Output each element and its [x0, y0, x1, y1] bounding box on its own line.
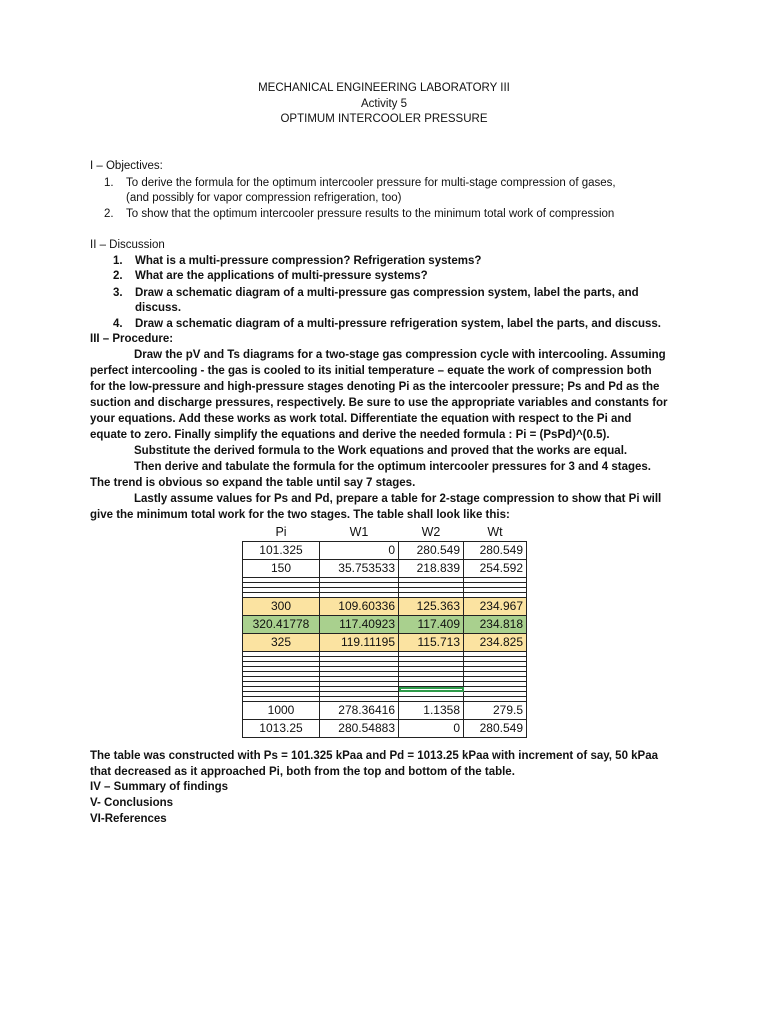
objective-number: 2. — [104, 208, 114, 220]
procedure-line: Draw the pV and Ts diagrams for a two-stage gas compression cycle with intercooling. Assuming — [134, 349, 666, 361]
procedure-line: Lastly assume values for Ps and Pd, prepare a table for 2-stage compression to show that Pi will — [134, 493, 662, 505]
procedure-line: equate to zero. Finally simplify the equations and derive the needed formula : Pi = (PsPd)^(0.5). — [90, 429, 610, 441]
table-cell-wt[interactable]: 234.967 — [464, 598, 527, 616]
section-summary: IV – Summary of findings — [90, 781, 229, 793]
table-cell-w2[interactable]: 117.409 — [399, 616, 464, 634]
table-cell-w1[interactable]: 109.60336 — [320, 598, 399, 616]
table-header-row — [243, 524, 527, 542]
objectives-heading: I – Objectives: — [90, 160, 163, 172]
discussion-number: 3. — [113, 287, 123, 299]
table-cell-w2[interactable]: 125.363 — [399, 598, 464, 616]
table-cell-w1[interactable]: 119.11195 — [320, 634, 399, 652]
procedure-line: your equations. Add these works as work total. Differentiate the equation with respect to the Pi and — [90, 413, 632, 425]
table-cell-w2[interactable]: 1.1358 — [399, 702, 464, 720]
table-cell-wt[interactable]: 234.825 — [464, 634, 527, 652]
table-row — [243, 720, 527, 738]
table-note: The table was constructed with Ps = 101.325 kPaa and Pd = 1013.25 kPaa with increment of say, 50 kPaa — [90, 750, 659, 762]
table-cell-pi[interactable]: 320.41778 — [243, 616, 320, 634]
table-row — [243, 560, 527, 578]
discussion-number: 2. — [113, 270, 123, 282]
discussion-question: Draw a schematic diagram of a multi-pressure gas compression system, label the parts, and — [135, 287, 639, 299]
procedure-line: Substitute the derived formula to the Work equations and proved that the works are equal. — [134, 445, 628, 457]
table-cell-w2[interactable]: 218.839 — [399, 560, 464, 578]
table-cell-wt[interactable]: 279.5 — [464, 702, 527, 720]
table-cell-w1[interactable]: 0 — [320, 542, 399, 560]
procedure-paragraph — [90, 347, 680, 523]
procedure-line: perfect intercooling - the gas is cooled to its initial temperature – equate the work of compression both — [90, 365, 652, 377]
discussion-question: Draw a schematic diagram of a multi-pressure refrigeration system, label the parts, and discuss. — [135, 318, 661, 330]
column-header-w2: W2 — [421, 525, 441, 539]
discussion-question: What is a multi-pressure compression? Refrigeration systems? — [135, 255, 482, 267]
discussion-question: What are the applications of multi-pressure systems? — [135, 270, 428, 282]
objective-number: 1. — [104, 177, 114, 189]
objective-text: (and possibly for vapor compression refrigeration, too) — [126, 192, 402, 204]
table-row — [243, 634, 527, 652]
table-cell-pi[interactable]: 150 — [243, 560, 320, 578]
column-header-pi: Pi — [275, 525, 287, 539]
table-cell-pi[interactable]: 1000 — [243, 702, 320, 720]
discussion-question: discuss. — [135, 302, 182, 314]
table-cell-w2[interactable]: 115.713 — [399, 634, 464, 652]
activity-title: OPTIMUM INTERCOOLER PRESSURE — [280, 113, 488, 125]
objective-text: To show that the optimum intercooler pressure results to the minimum total work of compression — [126, 208, 615, 220]
table-cell-pi[interactable]: 325 — [243, 634, 320, 652]
activity-number: Activity 5 — [360, 98, 407, 110]
table-row — [243, 542, 527, 560]
section-conclusions: V- Conclusions — [90, 797, 174, 809]
procedure-line: give the minimum total work for the two stages. The table shall look like this: — [90, 509, 510, 521]
table-body — [243, 542, 527, 738]
table-cell-pi[interactable]: 1013.25 — [243, 720, 320, 738]
section-references: VI-References — [90, 813, 167, 825]
discussion-heading: II – Discussion — [90, 239, 165, 251]
column-header-w1: W1 — [349, 525, 369, 539]
table-cell-w1[interactable]: 117.40923 — [320, 616, 399, 634]
table-cell-w1[interactable]: 280.54883 — [320, 720, 399, 738]
table-note: that decreased as it approached Pi, both from the top and bottom of the table. — [90, 766, 515, 778]
table-cell-w2[interactable]: 0 — [399, 720, 464, 738]
procedure-line: suction and discharge pressures, respectively. Be sure to use the appropriate variables and constants for — [90, 397, 668, 409]
table-row — [243, 598, 527, 616]
discussion-number: 4. — [113, 318, 123, 330]
table-row — [243, 616, 527, 634]
table-cell-pi[interactable]: 300 — [243, 598, 320, 616]
work-table — [242, 524, 527, 738]
discussion-number: 1. — [113, 255, 123, 267]
table-cell-wt[interactable]: 234.818 — [464, 616, 527, 634]
table-cell-w1[interactable]: 35.753533 — [320, 560, 399, 578]
procedure-line: The trend is obvious so expand the table until say 7 stages. — [90, 477, 416, 489]
procedure-line: Then derive and tabulate the formula for the optimum intercooler pressures for 3 and 4 stages. — [134, 461, 651, 473]
table-cell-wt[interactable]: 280.549 — [464, 542, 527, 560]
procedure-heading: III – Procedure: — [90, 333, 174, 345]
table-cell-w1[interactable]: 278.36416 — [320, 702, 399, 720]
course-title: MECHANICAL ENGINEERING LABORATORY III — [258, 82, 510, 94]
table-cell-wt[interactable]: 254.592 — [464, 560, 527, 578]
objective-text: To derive the formula for the optimum intercooler pressure for multi-stage compression of gases, — [126, 177, 616, 189]
procedure-line: for the low-pressure and high-pressure stages denoting Pi as the intercooler pressure; Ps and Pd as the — [90, 381, 660, 393]
table-cell-pi[interactable]: 101.325 — [243, 542, 320, 560]
column-header-wt: Wt — [487, 525, 503, 539]
table-cell-wt[interactable]: 280.549 — [464, 720, 527, 738]
table-row — [243, 702, 527, 720]
table-cell-w2[interactable]: 280.549 — [399, 542, 464, 560]
